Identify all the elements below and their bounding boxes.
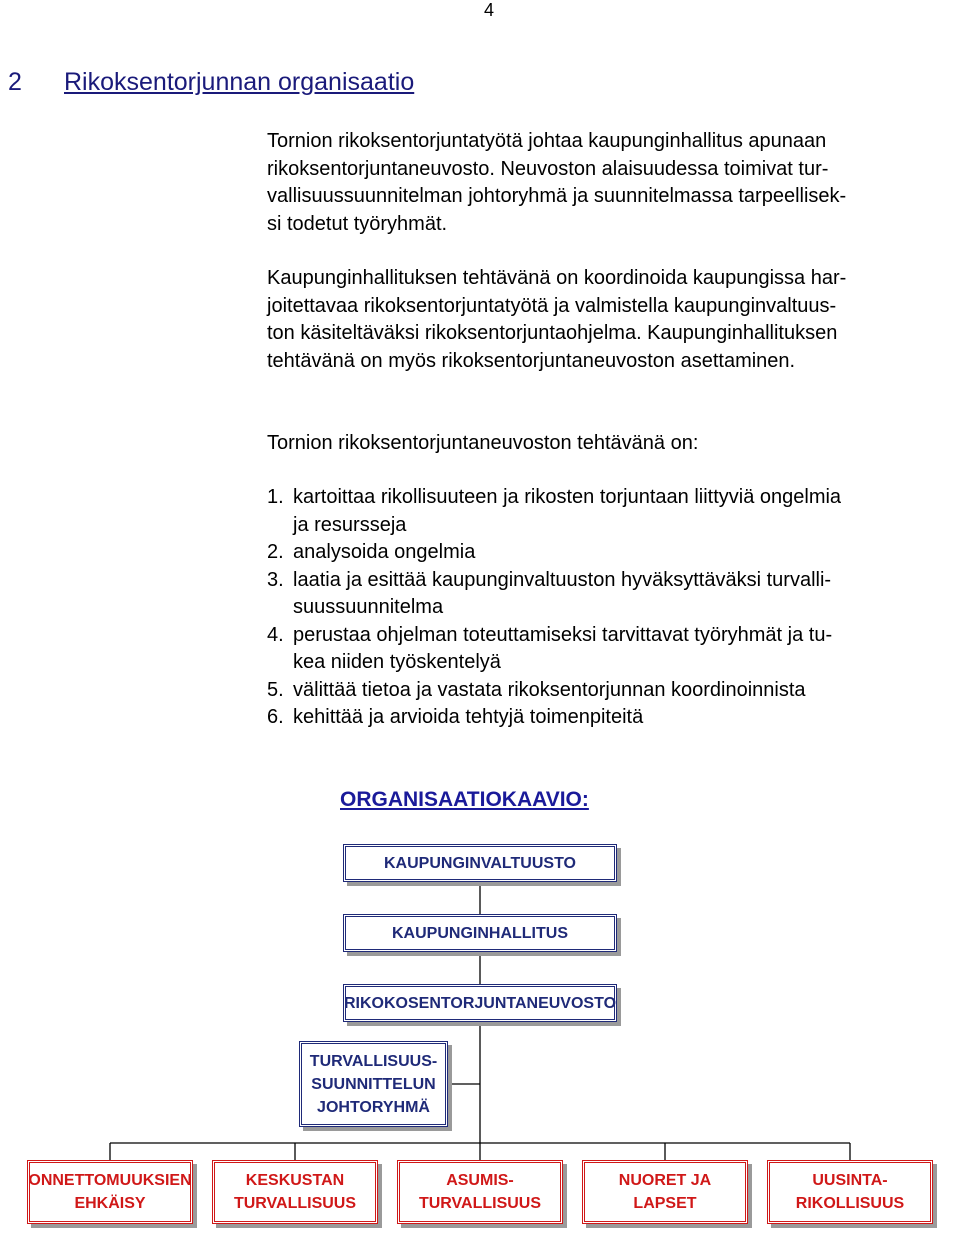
task-text: kartoittaa rikollisuuteen ja rikosten torjuntaan liittyviä ongelmia ja resursseja [293, 486, 842, 536]
org-box-kaupunginvaltuusto: KAUPUNGINVALTUUSTO [343, 844, 617, 882]
org-box-working-group: ONNETTOMUUKSIEN EHKÄISY [27, 1160, 193, 1224]
task-text: laatia ja esittää kaupunginvaltuuston hyväksyttäväksi turvalli- suussuunnitelma [293, 568, 832, 618]
paragraph-council-tasks-intro: Tornion rikoksentorjuntaneuvoston tehtävänä on: [267, 432, 699, 454]
section-title: Rikoksentorjunnan organisaatio [64, 68, 415, 96]
task-text: perustaa ohjelman toteuttamiseksi tarvittavat työryhmät ja tu- kea niiden työskentelyä [293, 623, 833, 673]
org-box-working-group: UUSINTA- RIKOLLISUUS [767, 1160, 933, 1224]
paragraph-city-board: Kaupunginhallituksen tehtävänä on koordinoida kaupungissa har- joitettavaa rikoksentorjuntatyötä ja valmistella kaupunginvaltuus- ton käsiteltäväksi rikoksentorjuntaohjelma. Kaupunginhallituksen tehtävänä on myös rikoksentorjuntaneuvoston asettaminen. [267, 267, 847, 372]
org-box-working-group: ASUMIS- TURVALLISUUS [397, 1160, 563, 1224]
org-box-working-group: NUORET JA LAPSET [582, 1160, 748, 1224]
task-number: 4. [267, 623, 284, 646]
page-number: 4 [484, 0, 495, 20]
org-box-working-group: KESKUSTAN TURVALLISUUS [212, 1160, 378, 1224]
task-number: 3. [267, 568, 284, 591]
org-chart-title: ORGANISAATIOKAAVIO: [340, 788, 589, 811]
task-number: 5. [267, 678, 284, 701]
org-box-johtoryhma: TURVALLISUUS- SUUNNITTELUN JOHTORYHMÄ [299, 1041, 448, 1127]
task-number: 1. [267, 486, 284, 508]
task-text: analysoida ongelmia [293, 541, 476, 563]
section-number: 2 [8, 68, 22, 96]
paragraph-intro: Tornion rikoksentorjuntatyötä johtaa kaupunginhallitus apunaan rikoksentorjuntaneuvosto. Neuvoston alaisuudessa toimivat tur- vallisuussuunnitelman johtoryhmä ja suunnitelmassa tarpeellisek- si todetut työryhmät. [267, 130, 847, 235]
task-text: kehittää ja arvioida tehtyjä toimenpiteitä [293, 706, 644, 728]
org-box-rikoksentorjuntaneuvosto: RIKOKOSENTORJUNTANEUVOSTO [343, 984, 617, 1022]
task-number: 2. [267, 541, 284, 563]
task-text: välittää tietoa ja vastata rikoksentorjunnan koordinoinnista [293, 678, 806, 701]
task-number: 6. [267, 706, 284, 728]
org-box-kaupunginhallitus: KAUPUNGINHALLITUS [343, 914, 617, 952]
